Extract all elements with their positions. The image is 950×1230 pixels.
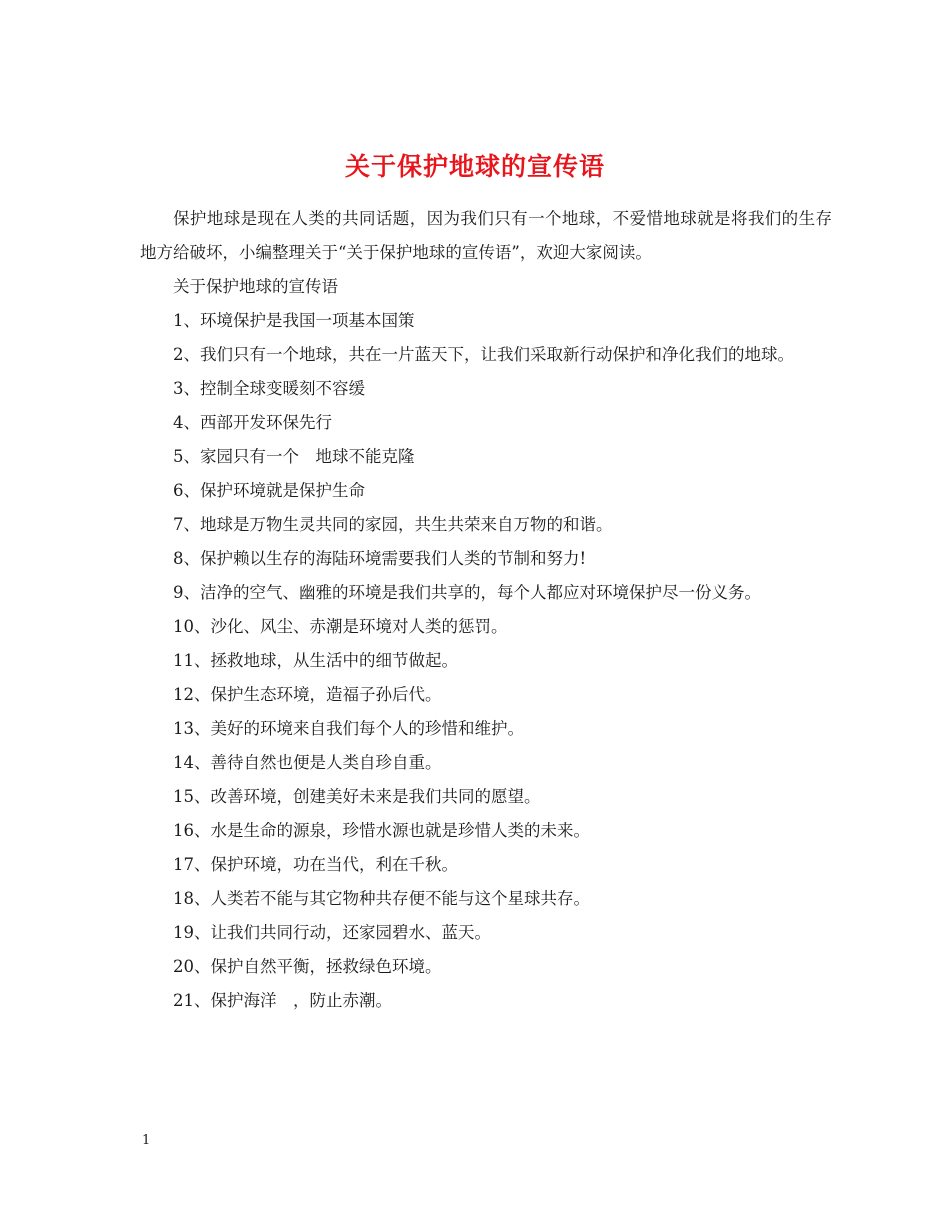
intro-paragraph: 保护地球是现在人类的共同话题，因为我们只有一个地球，不爱惜地球就是将我们的生存地方给破坏，小编整理关于“关于保护地球的宣传语”，欢迎大家阅读。 (140, 209, 832, 262)
slogan-item-4: 4、西部开发环保先行 (173, 413, 332, 432)
slogan-item-5: 5、家园只有一个 地球不能克隆 (173, 447, 415, 466)
page-number: 1 (142, 1133, 151, 1148)
slogan-item-19: 19、让我们共同行动，还家园碧水、蓝天。 (173, 923, 491, 942)
slogan-item-14: 14、善待自然也便是人类自珍自重。 (173, 753, 442, 772)
document-body (140, 202, 832, 1018)
slogan-item-1: 1、环境保护是我国一项基本国策 (173, 311, 415, 330)
slogan-item-9: 9、洁净的空气、幽雅的环境是我们共享的，每个人都应对环境保护尽一份义务。 (173, 583, 761, 602)
slogan-item-13: 13、美好的环境来自我们每个人的珍惜和维护。 (173, 719, 524, 738)
slogan-item-7: 7、地球是万物生灵共同的家园，共生共荣来自万物的和谐。 (173, 515, 613, 534)
slogan-item-11: 11、拯救地球，从生活中的细节做起。 (173, 651, 458, 670)
slogan-item-10: 10、沙化、风尘、赤潮是环境对人类的惩罚。 (173, 617, 508, 636)
slogan-item-2: 2、我们只有一个地球，共在一片蓝天下，让我们采取新行动保护和净化我们的地球。 (173, 345, 794, 364)
section-subtitle: 关于保护地球的宣传语 (173, 277, 338, 296)
slogan-item-12: 12、保护生态环境，造福子孙后代。 (173, 685, 442, 704)
slogan-item-15: 15、改善环境，创建美好未来是我们共同的愿望。 (173, 787, 541, 806)
slogan-item-16: 16、水是生命的源泉，珍惜水源也就是珍惜人类的未来。 (173, 821, 590, 840)
slogan-item-21: 21、保护海洋 ，防止赤潮。 (173, 991, 392, 1010)
slogan-item-20: 20、保护自然平衡，拯救绿色环境。 (173, 957, 442, 976)
slogan-item-8: 8、保护赖以生存的海陆环境需要我们人类的节制和努力! (173, 549, 587, 568)
slogan-item-3: 3、控制全球变暖刻不容缓 (173, 379, 365, 398)
slogan-item-18: 18、人类若不能与其它物种共存便不能与这个星球共存。 (173, 889, 590, 908)
slogan-item-17: 17、保护环境，功在当代，利在千秋。 (173, 855, 458, 874)
slogan-item-6: 6、保护环境就是保护生命 (173, 481, 365, 500)
page-title: 关于保护地球的宣传语 (344, 151, 605, 181)
